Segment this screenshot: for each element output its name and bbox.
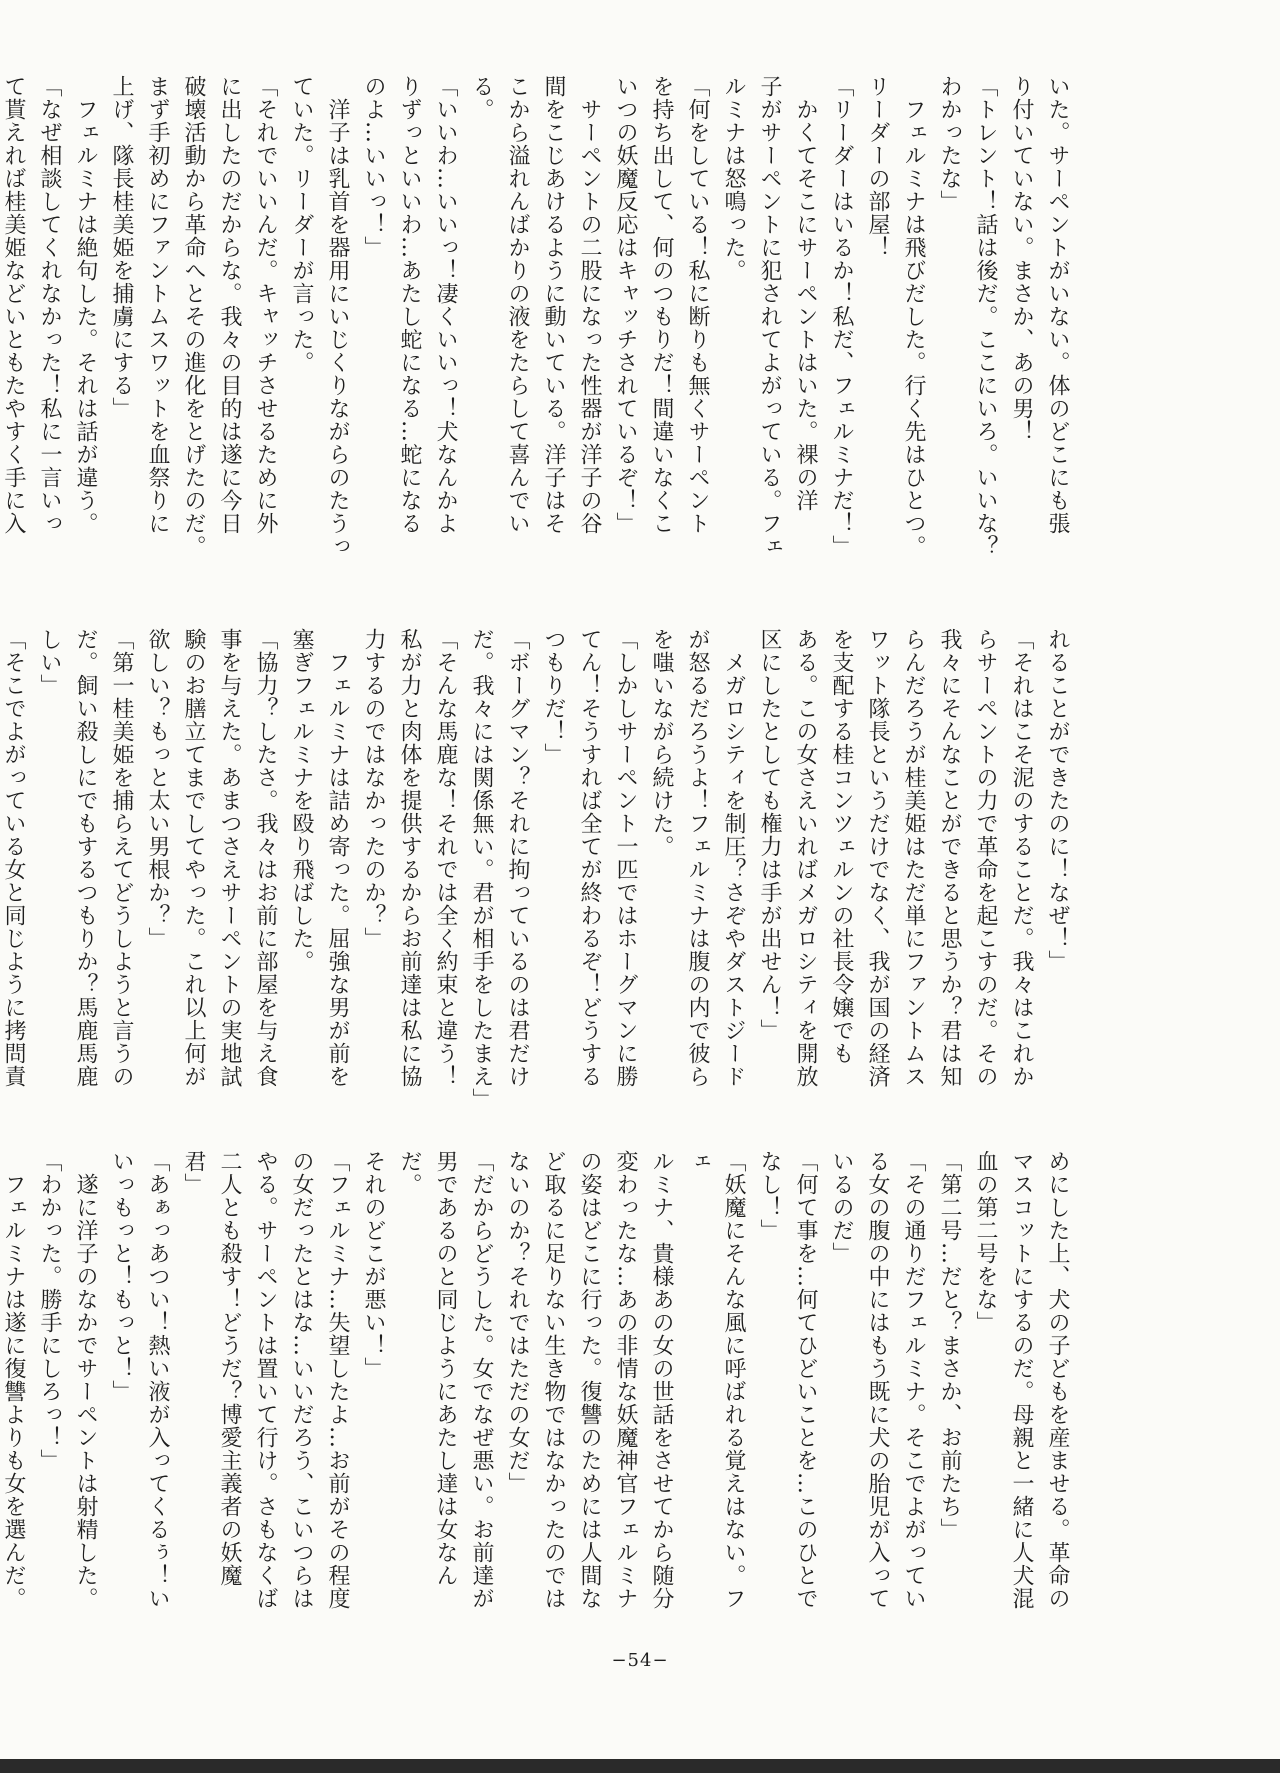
text-line: 上げ、隊長桂美姫を捕虜にする」 <box>109 75 134 420</box>
text-line: らんだろうが桂美姫はただ単にファントムス <box>901 628 926 1088</box>
text-line: 「だからどうした。女でなぜ悪い。お前達が <box>469 1150 494 1610</box>
text-line: いた。サーペントがいない。体のどこにも張 <box>1045 75 1070 535</box>
text-line: ないのか？それではただの女だ」 <box>505 1150 530 1495</box>
text-line: 「何をしている！私に断りも無くサーペント <box>685 75 710 535</box>
text-line: 「わかった。勝手にしろっ！」 <box>37 1150 62 1472</box>
text-line: つもりだ！」 <box>541 628 566 766</box>
text-line: てん！そうすれば全てが終わるぞ！どうする <box>577 628 602 1088</box>
text-line: リーダーの部屋！ <box>865 75 890 259</box>
text-line: ルミナ、貴様あの女の世話をさせてから随分 <box>649 1150 674 1610</box>
text-line: の女だったとはな…いいだろう、こいつらは <box>289 1150 314 1610</box>
text-line: 変わったな…あの非情な妖魔神官フェルミナ <box>613 1150 638 1610</box>
text-line: る女の腹の中にはもう既に犬の胎児が入って <box>865 1150 890 1610</box>
text-line: り付いていない。まさか、あの男！ <box>1009 75 1034 443</box>
text-line: やる。サーペントは置いて行け。さもなくば <box>253 1150 278 1610</box>
text-line: かくてそこにサーペントはいた。裸の洋 <box>793 75 818 512</box>
text-line: 男であるのと同じようにあたし達は女なんだ。 <box>397 1150 458 1587</box>
text-band-top <box>1 75 1075 595</box>
text-line: を支配する桂コンツェルンの社長令嬢でも <box>829 628 854 1065</box>
text-line: 血の第二号をな」 <box>973 1150 998 1334</box>
text-line: に出したのだからな。我々の目的は遂に今日 <box>217 75 242 535</box>
text-line: て貰えれば桂美姫などいともたやすく手に入 <box>1 75 26 535</box>
text-line: サーペントの二股になった性器が洋子の谷 <box>577 75 602 535</box>
text-line: 間をこじあけるように動いている。洋子はそ <box>541 75 566 535</box>
scan-edge <box>0 1759 1280 1773</box>
text-line: 私が力と肉体を提供するからお前達は私に協 <box>397 628 422 1088</box>
text-line: しい」 <box>37 628 62 697</box>
text-line: 力するのではなかったのか？」 <box>361 628 386 950</box>
text-line: る。 <box>469 75 494 121</box>
text-line: 「ボーグマン？それに拘っているのは君だけ <box>505 628 530 1088</box>
text-line: なし！」 <box>757 1150 782 1242</box>
text-band-bottom <box>1 1150 1075 1620</box>
text-line: 「そこでよがっている女と同じように拷問責 <box>1 628 26 1088</box>
text-line: ワット隊長というだけでなく、我が国の経済 <box>865 628 890 1088</box>
text-line: のよ…いいっ！」 <box>361 75 386 259</box>
text-line: まず手初めにファントムスワットを血祭りに <box>145 75 170 535</box>
text-line: フェルミナは飛びだした。行く先はひとつ。 <box>901 75 926 558</box>
text-line: 「協力？したさ。我々はお前に部屋を与え食 <box>253 628 278 1088</box>
text-line: りずっといいわ…あたし蛇になる…蛇になる <box>397 75 422 535</box>
text-line: 塞ぎフェルミナを殴り飛ばした。 <box>289 628 314 973</box>
text-line: れることができたのに！なぜ！」 <box>1045 628 1070 973</box>
text-line: 「しかしサーペント一匹ではホーグマンに勝 <box>613 628 638 1088</box>
page-number: −54− <box>611 1650 669 1671</box>
text-line: 「妖魔にそんな風に呼ばれる覚えはない。フェ <box>685 1150 746 1610</box>
text-line: が怒るだろうよ！フェルミナは腹の内で彼ら <box>685 628 710 1088</box>
text-line: 「なぜ相談してくれなかった！私に一言いっ <box>37 75 62 535</box>
text-line: フェルミナは詰め寄った。屈強な男が前を <box>325 628 350 1088</box>
text-line: 「そんな馬鹿な！それでは全く約束と違う！ <box>433 628 458 1088</box>
text-line: だ。飼い殺しにでもするつもりか？馬鹿馬鹿 <box>73 628 98 1088</box>
text-line: 「第一桂美姫を捕らえてどうしようと言うの <box>109 628 134 1088</box>
text-line: 洋子は乳首を器用にいじくりながらのたうっ <box>325 75 350 558</box>
text-line: 「いいわ…いいっ！凄くいいっ！犬なんかよ <box>433 75 458 535</box>
text-line: ある。この女さえいればメガロシティを開放 <box>793 628 818 1088</box>
text-line: 「あぁっあつい！熱い液が入ってくるぅ！い <box>145 1150 170 1610</box>
text-band-middle <box>1 628 1075 1113</box>
text-line: 「それでいいんだ。キャッチさせるために外 <box>253 75 278 535</box>
text-line: の姿はどこに行った。復讐のためには人間な <box>577 1150 602 1610</box>
text-line: わかったな」 <box>937 75 962 213</box>
text-line: ルミナは怒鳴った。 <box>721 75 746 282</box>
text-line: こから溢れんばかりの液をたらして喜んでい <box>505 75 530 535</box>
text-line: 「リーダーはいるか！私だ、フェルミナだ！」 <box>829 75 854 558</box>
text-line: マスコットにするのだ。母親と一緒に人犬混 <box>1009 1150 1034 1610</box>
text-line: それのどこが悪い！」 <box>361 1150 386 1380</box>
text-line: 欲しい？もっと太い男根か？」 <box>145 628 170 950</box>
text-line: 遂に洋子のなかでサーペントは射精した。 <box>73 1150 98 1610</box>
text-line: ど取るに足りない生き物ではなかったのでは <box>541 1150 566 1610</box>
text-line: 「トレント！話は後だ。ここにいろ。いいな？ <box>973 75 998 558</box>
text-line: 「第二号…だと？まさか、お前たち」 <box>937 1150 962 1541</box>
text-line: らサーペントの力で革命を起こすのだ。その <box>973 628 998 1088</box>
text-line: 「何て事を…何てひどいことを…このひとで <box>793 1150 818 1610</box>
text-line: 我々にそんなことができると思うか？君は知 <box>937 628 962 1088</box>
text-line: めにした上、犬の子どもを産ませる。革命の <box>1045 1150 1070 1610</box>
text-line: 「それはこそ泥のすることだ。我々はこれか <box>1009 628 1034 1088</box>
text-line: 区にしたとしても権力は手が出せん！」 <box>757 628 782 1042</box>
text-line: 破壊活動から革命へとその進化をとげたのだ。 <box>181 75 206 558</box>
text-line: 事を与えた。あまつさえサーペントの実地試 <box>217 628 242 1088</box>
text-line: を持ち出して、何のつもりだ！間違いなくこ <box>649 75 674 535</box>
text-line: フェルミナは絶句した。それは話が違う。 <box>73 75 98 535</box>
text-line: だ。我々には関係無い。君が相手をしたまえ」 <box>469 628 494 1111</box>
text-line: いるのだ」 <box>829 1150 854 1265</box>
text-line: いつの妖魔反応はキャッチされているぞ！」 <box>613 75 638 535</box>
text-line: を嗤いながら続けた。 <box>649 628 674 858</box>
text-line: フェルミナは遂に復讐よりも女を選んだ。 <box>1 1150 26 1610</box>
text-line: 子がサーペントに犯されてよがっている。フェ <box>757 75 782 558</box>
text-line: ていた。リーダーが言った。 <box>289 75 314 374</box>
text-line: 二人とも殺す！どうだ？博愛主義者の妖魔君」 <box>181 1150 242 1587</box>
text-line: 験のお膳立てまでしてやった。これ以上何が <box>181 628 206 1088</box>
text-line: メガロシティを制圧？さぞやダストジード <box>721 628 746 1088</box>
text-line: いっもっと！もっと！」 <box>109 1150 134 1403</box>
text-line: 「フェルミナ…失望したよ…お前がその程度 <box>325 1150 350 1610</box>
text-line: 「その通りだフェルミナ。そこでよがってい <box>901 1150 926 1610</box>
